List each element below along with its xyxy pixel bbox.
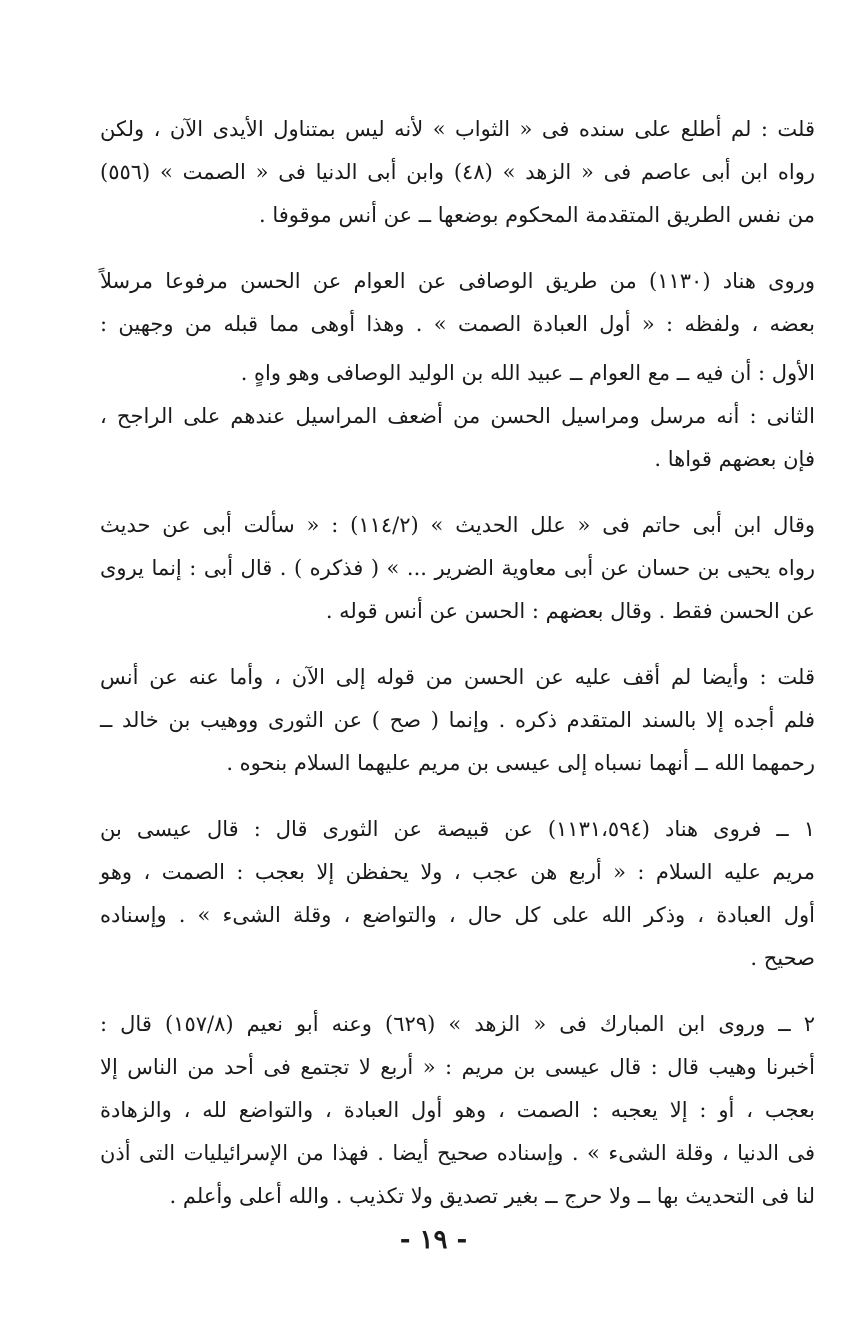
text-line: من نفس الطريق المتقدمة المحكوم بوضعها ــ عن أنس موقوفا . (259, 203, 815, 227)
text-line: أخبرنا وهيب قال : قال عيسى بن مريم : « أربع لا تجتمع فى أحد من الناس إلا (100, 1055, 815, 1079)
text-line: أول العبادة ، وذكر الله على كل حال ، والتواضع ، وقلة الشىء » . وإسناده (100, 903, 815, 927)
text-line: وقال ابن أبى حاتم فى « علل الحديث » (١١٤/٢) : « سألت أبى عن حديث (100, 513, 815, 537)
paragraph-7 (100, 808, 815, 980)
paragraph-5 (100, 504, 815, 633)
text-line: رواه ابن أبى عاصم فى « الزهد » (٤٨) وابن أبى الدنيا فى « الصمت » (٥٥٦) (100, 160, 815, 184)
text-line: قلت : وأيضا لم أقف عليه عن الحسن من قوله إلى الآن ، وأما عنه عن أنس (100, 665, 815, 689)
paragraph-8 (100, 1003, 815, 1218)
paragraph-3 (100, 352, 815, 395)
paragraph-1 (100, 108, 815, 237)
page-body (100, 108, 815, 1218)
text-line: فى الدنيا ، وقلة الشىء » . وإسناده صحيح أيضا . فهذا من الإسرائيليات التى أذن (100, 1141, 815, 1165)
paragraph-gap (100, 237, 815, 260)
text-line: رواه يحيى بن حسان عن أبى معاوية الضرير ... » ( فذكره ) . قال أبى : إنما يروى (100, 556, 815, 580)
text-line: عن الحسن فقط . وقال بعضهم : الحسن عن أنس قوله . (325, 599, 815, 623)
paragraph-gap (100, 785, 815, 808)
paragraph-gap (100, 481, 815, 504)
paragraph-6 (100, 656, 815, 785)
text-line: بعضه ، ولفظه : « أول العبادة الصمت » . وهذا أوهى مما قبله من وجهين : (100, 312, 815, 336)
text-line: الثانى : أنه مرسل ومراسيل الحسن من أضعف المراسيل عندهم على الراجح ، (100, 404, 815, 428)
paragraph-gap (100, 633, 815, 656)
paragraph-4 (100, 395, 815, 481)
text-line: فإن بعضهم قواها . (654, 447, 815, 471)
text-line: الأول : أن فيه ــ مع العوام ــ عبيد الله بن الوليد الوصافى وهو واهٍ . (240, 361, 815, 385)
text-line: فلم أجده إلا بالسند المتقدم ذكره . وإنما ( صح ) عن الثورى ووهيب بن خالد ــ (100, 708, 815, 732)
paragraph-2 (100, 260, 815, 346)
text-line: قلت : لم أطلع على سنده فى « الثواب » لأنه ليس بمتناول الأيدى الآن ، ولكن (100, 117, 815, 141)
page-number: - ١٩ - (399, 1225, 468, 1255)
text-line: رحمهما الله ــ أنهما نسباه إلى عيسى بن مريم عليهما السلام بنحوه . (226, 751, 815, 775)
text-line: بعجب ، أو : إلا يعجبه : الصمت ، وهو أول العبادة ، والتواضع لله ، والزهادة (100, 1098, 815, 1122)
text-line: مريم عليه السلام : « أربع هن عجب ، ولا يحفظن إلا بعجب : الصمت ، وهو (100, 860, 815, 884)
text-line: ١ ــ فروى هناد (١١٣١،٥٩٤) عن قبيصة عن الثورى قال : قال عيسى بن (100, 817, 815, 841)
text-line: ٢ ــ وروى ابن المبارك فى « الزهد » (٦٢٩) وعنه أبو نعيم (١٥٧/٨) قال : (100, 1012, 815, 1036)
paragraph-gap (100, 980, 815, 1003)
text-line: صحيح . (750, 946, 815, 970)
text-line: وروى هناد (١١٣٠) من طريق الوصافى عن العوام عن الحسن مرفوعا مرسلاً (100, 269, 815, 293)
text-line: لنا فى التحديث بها ــ ولا حرج ــ بغير تصديق ولا تكذيب . والله أعلى وأعلم . (169, 1184, 815, 1208)
